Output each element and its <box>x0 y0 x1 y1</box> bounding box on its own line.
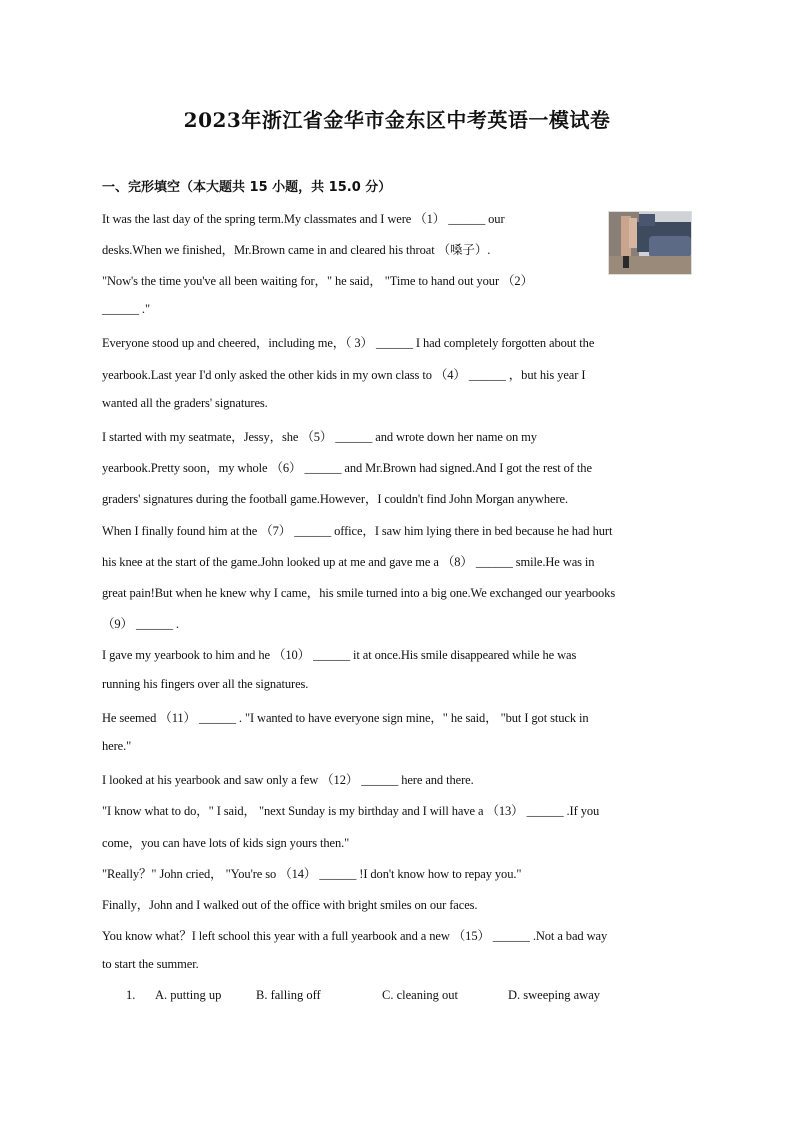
passage-line: I started with my seatmate，Jessy，she （5） ______ and wrote down her name on my <box>102 430 537 444</box>
passage-line: I looked at his yearbook and saw only a few （12） ______ here and there. <box>102 773 474 787</box>
passage-line: "Really？" John cried， "You're so （14） ______ !I don't know how to repay you." <box>102 867 522 881</box>
passage-line: Finally，John and I walked out of the office with bright smiles on our faces. <box>102 898 478 912</box>
passage-line: great pain!But when he knew why I came，his smile turned into a big one.We exchanged our yearbooks <box>102 586 616 600</box>
passage-line: When I finally found him at the （7） ______ office，I saw him lying there in bed because he had hurt <box>102 524 613 538</box>
question-number: 1. <box>126 988 136 1002</box>
passage-line: running his fingers over all the signatures. <box>102 677 309 691</box>
passage-line: yearbook.Pretty soon，my whole （6） ______ and Mr.Brown had signed.And I got the rest of the <box>102 461 592 475</box>
passage-line: "Now's the time you've all been waiting for，" he said， "Time to hand out your （2） <box>102 274 533 288</box>
passage-line: here." <box>102 739 132 753</box>
passage-line: wanted all the graders' signatures. <box>102 396 268 410</box>
passage-line: You know what？I left school this year with a full yearbook and a new （15） ______ .Not a bad way <box>102 929 608 943</box>
page-title: 2023年浙江省金华市金东区中考英语一模试卷 <box>183 108 611 132</box>
option-a: A. putting up <box>155 988 222 1002</box>
option-c: C. cleaning out <box>382 988 459 1002</box>
passage-line: to start the summer. <box>102 957 199 971</box>
passage-line: "I know what to do，" I said， "next Sunday is my birthday and I will have a （13） ______ .If you <box>102 804 600 818</box>
section-heading: 一、完形填空（本大题共 15 小题，共 15.0 分） <box>102 180 392 195</box>
passage-line: come，you can have lots of kids sign yours then." <box>102 836 350 850</box>
passage-line: ______ ." <box>102 302 150 316</box>
option-b: B. falling off <box>256 988 321 1002</box>
option-d: D. sweeping away <box>508 988 600 1002</box>
classroom-photo-image <box>609 212 691 274</box>
passage-line: He seemed （11） ______ . "I wanted to have everyone sign mine，" he said， "but I got stuck in <box>102 711 589 725</box>
passage-line: graders' signatures during the football game.However，I couldn't find John Morgan anywhere. <box>102 492 568 506</box>
passage-photo <box>608 211 692 275</box>
passage-line: yearbook.Last year I'd only asked the other kids in my own class to （4） ______ ，but his year I <box>102 368 586 382</box>
passage-line: I gave my yearbook to him and he （10） ______ it at once.His smile disappeared while he was <box>102 648 577 662</box>
passage-line: Everyone stood up and cheered，including me，（ 3） ______ I had completely forgotten about the <box>102 336 595 350</box>
passage-line: It was the last day of the spring term.My classmates and I were （1） ______ our <box>102 212 505 226</box>
passage-line: desks.When we finished，Mr.Brown came in and cleared his throat （嗓子）. <box>102 243 491 257</box>
passage-line: his knee at the start of the game.John looked up at me and gave me a （8） ______ smile.He was in <box>102 555 595 569</box>
passage-line: （9） ______ . <box>102 617 179 631</box>
